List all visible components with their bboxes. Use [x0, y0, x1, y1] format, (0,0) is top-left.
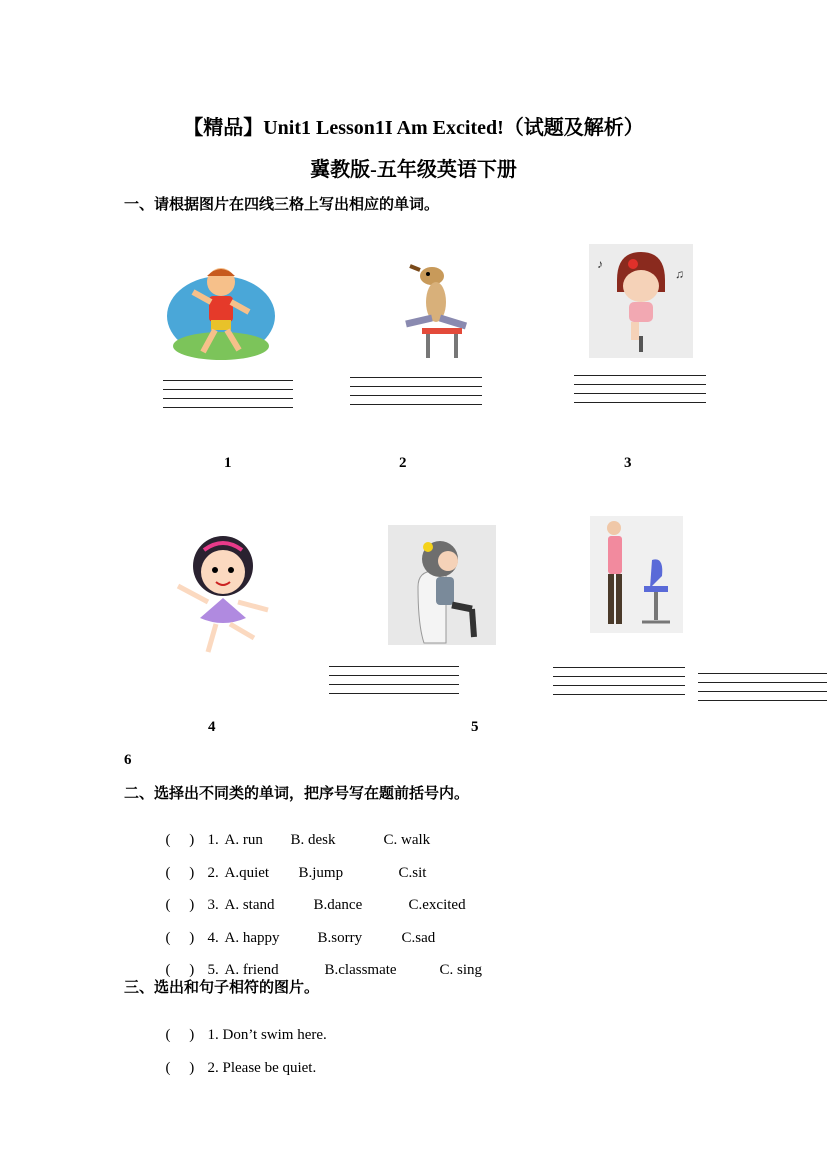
picture-number-2: 2	[399, 455, 407, 471]
option-c: C.sad	[401, 930, 436, 946]
option-a: A. stand	[224, 897, 275, 913]
question-row	[158, 880, 466, 914]
sitting-girl-icon	[388, 525, 496, 645]
question-row	[158, 848, 426, 882]
dancing-girl-icon	[168, 528, 278, 656]
answer-paren[interactable]: ( )	[165, 1060, 195, 1076]
option-c: C.excited	[408, 897, 466, 913]
standing-woman-icon	[590, 516, 683, 633]
question-number: 3.	[207, 897, 219, 913]
writing-lines-2[interactable]	[350, 377, 482, 413]
question-text: 1. Don’t swim here.	[207, 1027, 327, 1043]
picture-number-1: 1	[224, 455, 232, 471]
picture-number-4: 4	[208, 719, 216, 735]
picture-number-3: 3	[624, 455, 632, 471]
option-a: A.quiet	[224, 865, 270, 881]
option-a: A. happy	[224, 930, 280, 946]
running-boy-icon	[163, 256, 275, 364]
question-row	[158, 945, 482, 979]
writing-lines-3[interactable]	[574, 375, 706, 411]
question-row	[158, 913, 435, 947]
option-b: B.jump	[298, 865, 344, 881]
answer-paren[interactable]: ( )	[165, 1027, 195, 1043]
section2-heading: 二、选择出不同类的单词，把序号写在题前括号内。	[124, 786, 470, 802]
picture-number-6: 6	[124, 752, 132, 768]
question-text: 2. Please be quiet.	[207, 1060, 317, 1076]
section1-heading: 一、请根据图片在四线三格上写出相应的单词。	[124, 197, 440, 213]
answer-paren[interactable]: ( )	[165, 897, 195, 913]
option-c: C. walk	[383, 832, 431, 848]
writing-lines-1[interactable]	[163, 380, 293, 416]
question-number: 5.	[207, 962, 219, 978]
option-c: C.sit	[398, 865, 427, 881]
option-b: B.dance	[313, 897, 363, 913]
option-b: B. desk	[290, 832, 336, 848]
question-number: 2.	[207, 865, 219, 881]
answer-paren[interactable]: ( )	[165, 962, 195, 978]
page-title: 【精品】Unit1 Lesson1I Am Excited!（试题及解析）	[183, 117, 644, 139]
question-number: 1.	[207, 832, 219, 848]
writing-lines-5[interactable]	[553, 667, 685, 703]
writing-lines-6[interactable]	[698, 673, 827, 709]
question-row	[158, 1010, 327, 1044]
option-a: A. run	[224, 832, 263, 848]
jumping-dog-icon	[392, 262, 480, 360]
question-row	[158, 815, 430, 849]
option-b: B.classmate	[324, 962, 397, 978]
svg-text:♫: ♫	[675, 267, 684, 281]
svg-text:♪: ♪	[597, 257, 603, 271]
question-row	[158, 1043, 316, 1077]
question-number: 4.	[207, 930, 219, 946]
answer-paren[interactable]: ( )	[165, 930, 195, 946]
answer-paren[interactable]: ( )	[165, 832, 195, 848]
page-subtitle: 冀教版-五年级英语下册	[310, 159, 517, 181]
option-a: A. friend	[224, 962, 279, 978]
answer-paren[interactable]: ( )	[165, 865, 195, 881]
picture-number-5: 5	[471, 719, 479, 735]
writing-lines-4[interactable]	[329, 666, 459, 702]
option-b: B.sorry	[317, 930, 363, 946]
option-c: C. sing	[439, 962, 483, 978]
singing-girl-icon	[589, 244, 693, 358]
section3-heading: 三、选出和句子相符的图片。	[124, 980, 320, 996]
